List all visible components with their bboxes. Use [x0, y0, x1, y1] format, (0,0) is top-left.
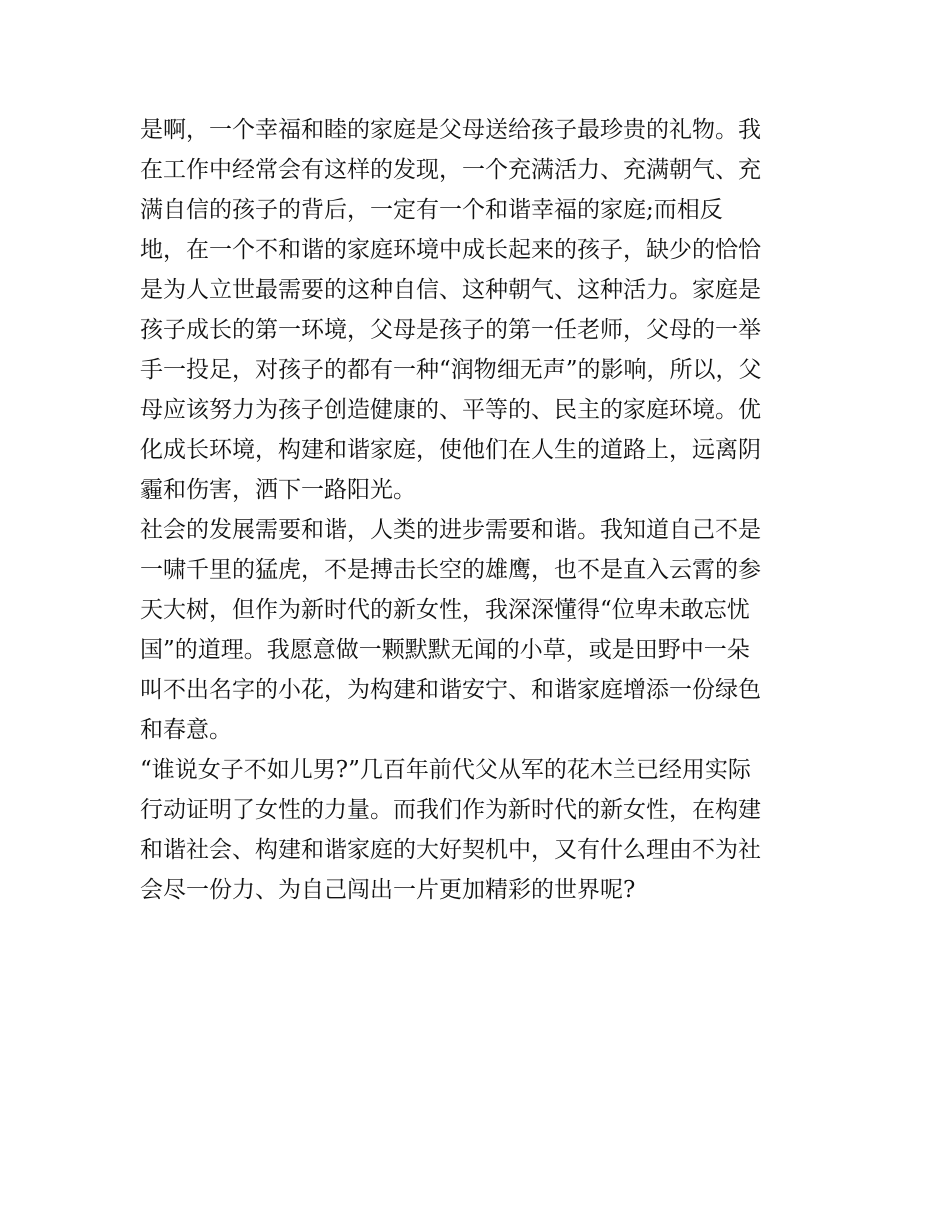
text-line: 会尽一份力、为自己闯出一片更加精彩的世界呢? — [140, 877, 636, 903]
text-line: 化成长环境，构建和谐家庭，使他们在人生的道路上，远离阴 — [140, 437, 761, 463]
text-line: 地，在一个不和谐的家庭环境中成长起来的孩子，缺少的恰恰 — [140, 237, 761, 263]
text-line: 社会的发展需要和谐，人类的进步需要和谐。我知道自己不是 — [140, 517, 761, 543]
text-line: 母应该努力为孩子创造健康的、平等的、民主的家庭环境。优 — [140, 397, 761, 423]
text-line: 满自信的孩子的背后，一定有一个和谐幸福的家庭;而相反 — [140, 197, 723, 223]
text-line: 叫不出名字的小花，为构建和谐安宁、和谐家庭增添一份绿色 — [140, 677, 761, 703]
text-line: “谁说女子不如儿男?”几百年前代父从军的花木兰已经用实际 — [140, 757, 751, 783]
text-line: 一啸千里的猛虎，不是搏击长空的雄鹰，也不是直入云霄的参 — [140, 557, 761, 583]
text-line: 国”的道理。我愿意做一颗默默无闻的小草，或是田野中一朵 — [140, 637, 750, 663]
text-line: 孩子成长的第一环境，父母是孩子的第一任老师，父母的一举 — [140, 317, 761, 343]
text-line: 是为人立世最需要的这种自信、这种朝气、这种活力。家庭是 — [140, 277, 761, 303]
text-line: 在工作中经常会有这样的发现，一个充满活力、充满朝气、充 — [140, 157, 761, 183]
text-line: 和谐社会、构建和谐家庭的大好契机中，又有什么理由不为社 — [140, 837, 761, 863]
text-line: 天大树，但作为新时代的新女性，我深深懂得“位卑未敢忘忧 — [140, 597, 750, 623]
text-line: 手一投足，对孩子的都有一种“润物细无声”的影响，所以，父 — [140, 357, 762, 383]
text-line: 行动证明了女性的力量。而我们作为新时代的新女性，在构建 — [140, 797, 761, 823]
document-body-text — [140, 110, 830, 910]
text-line: 和春意。 — [140, 717, 232, 743]
text-line: 霾和伤害，洒下一路阳光。 — [140, 477, 416, 503]
text-line: 是啊，一个幸福和睦的家庭是父母送给孩子最珍贵的礼物。我 — [140, 117, 761, 143]
